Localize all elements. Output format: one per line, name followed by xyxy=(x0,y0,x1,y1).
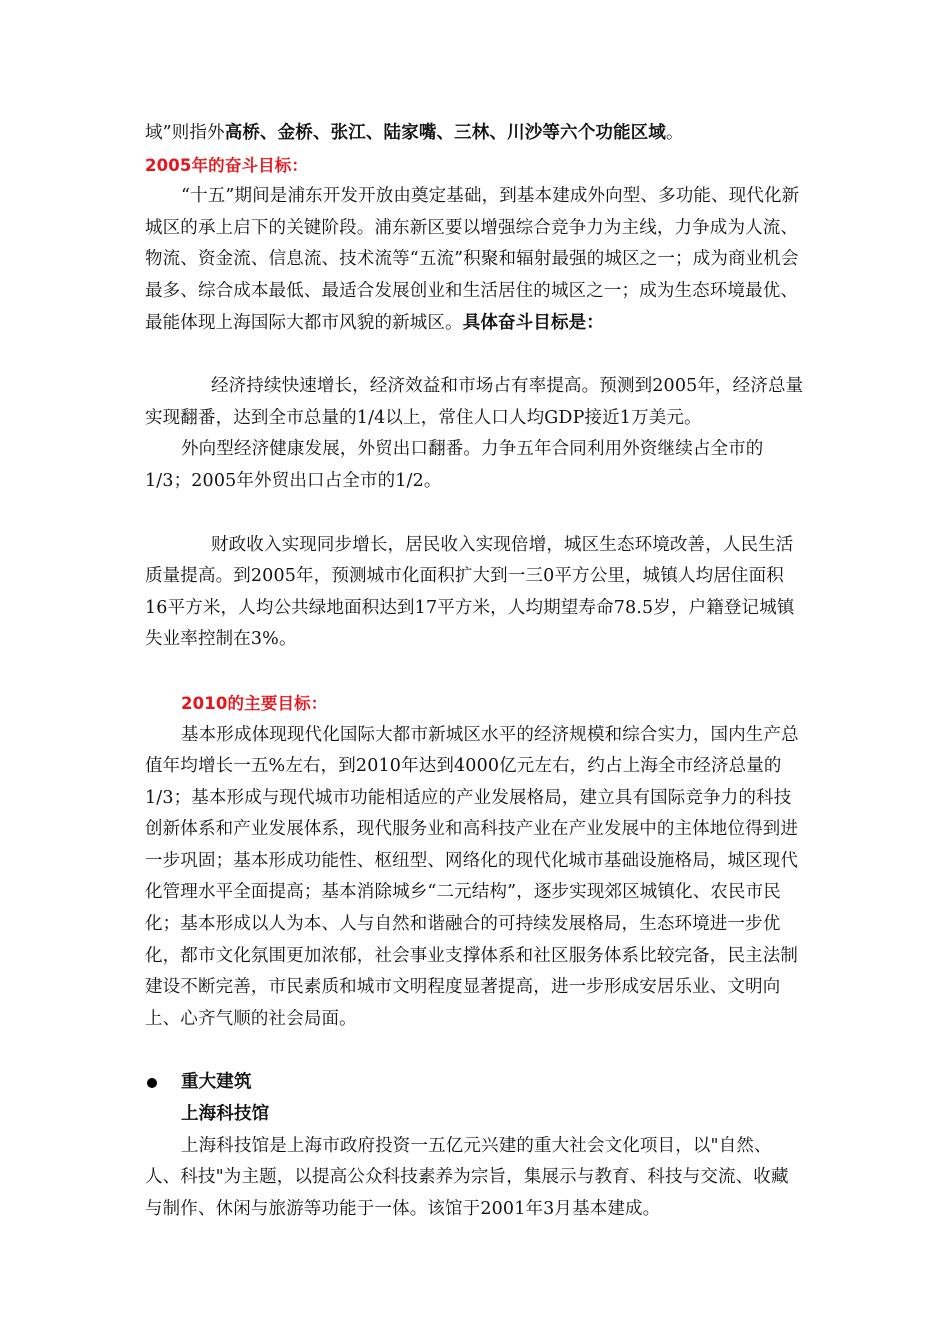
spacer xyxy=(145,498,805,530)
text-bold-specific-goals: 具体奋斗目标是： xyxy=(462,312,604,333)
paragraph-science-museum: 上海科技馆是上海市政府投资一五亿元兴建的重大社会文化项目，以"自然、人、科技"为主题，以提高公众科技素养为宗旨，集展示与教育、科技与交流、收藏与制作、休闲与旅游等功能于一体。该馆于2001年3月基本建成。 xyxy=(145,1135,789,1219)
paragraph-foreign-trade: 外向型经济健康发展，外贸出口翻番。力争五年合同利用外资继续占全市的1/3；2005年外贸出口占全市的1/2。 xyxy=(145,439,764,491)
section-title: 重大建筑 xyxy=(181,1072,252,1093)
paragraph-2010-goals: 基本形成体现现代化国际大都市新城区水平的经济规模和综合实力，国内生产总值年均增长一五%左右，到2010年达到4000亿元左右，约占上海全市经济总量的1/3；基本形成与现代城市功能相适应的产业发展格局，建立具有国际竞争力的科技创新体系和产业发展体系，现代服务业和高科技产业在产业发展中的主体地位得到进一步巩固；基本形成功能性、枢纽型、网络化的现代化城市基础设施格局，城区现代化管理水平全面提高；基本消除城乡“二元结构”，逐步实现郊区城镇化、农民市民化；基本形成以人为本、人与自然和谐融合的可持续发展格局，生态环境进一步优化，都市文化氛围更加浓郁，社会事业支撑体系和社区服务体系比较完备，民主法制建设不断完善，市民素质和城市文明程度显著提高，进一步形成安居乐业、文明向上、心齐气顺的社会局面。 xyxy=(145,724,799,1029)
bullet-icon xyxy=(147,1078,157,1088)
heading-2005-goals: 2005年的奋斗目标： xyxy=(145,155,309,175)
spacer xyxy=(145,339,805,371)
spacer xyxy=(145,1035,805,1067)
text-bold-areas: 高桥、金桥、张江、陆家嘴、三林、川沙等六个功能区域 xyxy=(224,123,666,143)
paragraph-economy-growth: 经济持续快速增长，经济效益和市场占有率提高。预测到2005年，经济总量实现翻番，达到全市总量的1/4以上，常住人口人均GDP接近1万美元。 xyxy=(145,376,804,428)
document-page xyxy=(145,118,805,1225)
subtitle-science-museum: 上海科技馆 xyxy=(181,1104,270,1125)
paragraph-fiscal-income: 财政收入实现同步增长，居民收入实现倍增，城区生态环境改善，人民生活质量提高。到2005年，预测城市化面积扩大到一三0平方公里，城镇人均居住面积16平方米，人均公共绿地面积达到17平方米，人均期望寿命78.5岁，户籍登记城镇失业率控制在3%。 xyxy=(145,534,795,650)
paragraph-tenth-five-year xyxy=(145,181,805,339)
heading-2010-goals: 2010的主要目标： xyxy=(181,693,328,713)
text-plain: 域”则指外 xyxy=(145,123,225,143)
spacer xyxy=(145,656,805,688)
text-end: 。 xyxy=(665,123,684,143)
paragraph-functional-areas xyxy=(145,118,805,150)
section-major-buildings xyxy=(145,1067,805,1099)
text-plain: “十五”期间是浦东开发开放由奠定基础，到基本建成外向型、多功能、现代化新城区的承上启下的关键阶段。浦东新区要以增强综合竞争力为主线，力争成为人流、物流、资金流、信息流、技术流等“五流”积聚和辐射最强的城区之一；成为商业机会最多、综合成本最低、最适合发展创业和生活居住的城区之一；成为生态环境最优、最能体现上海国际大都市风貌的新城区。 xyxy=(145,186,800,333)
